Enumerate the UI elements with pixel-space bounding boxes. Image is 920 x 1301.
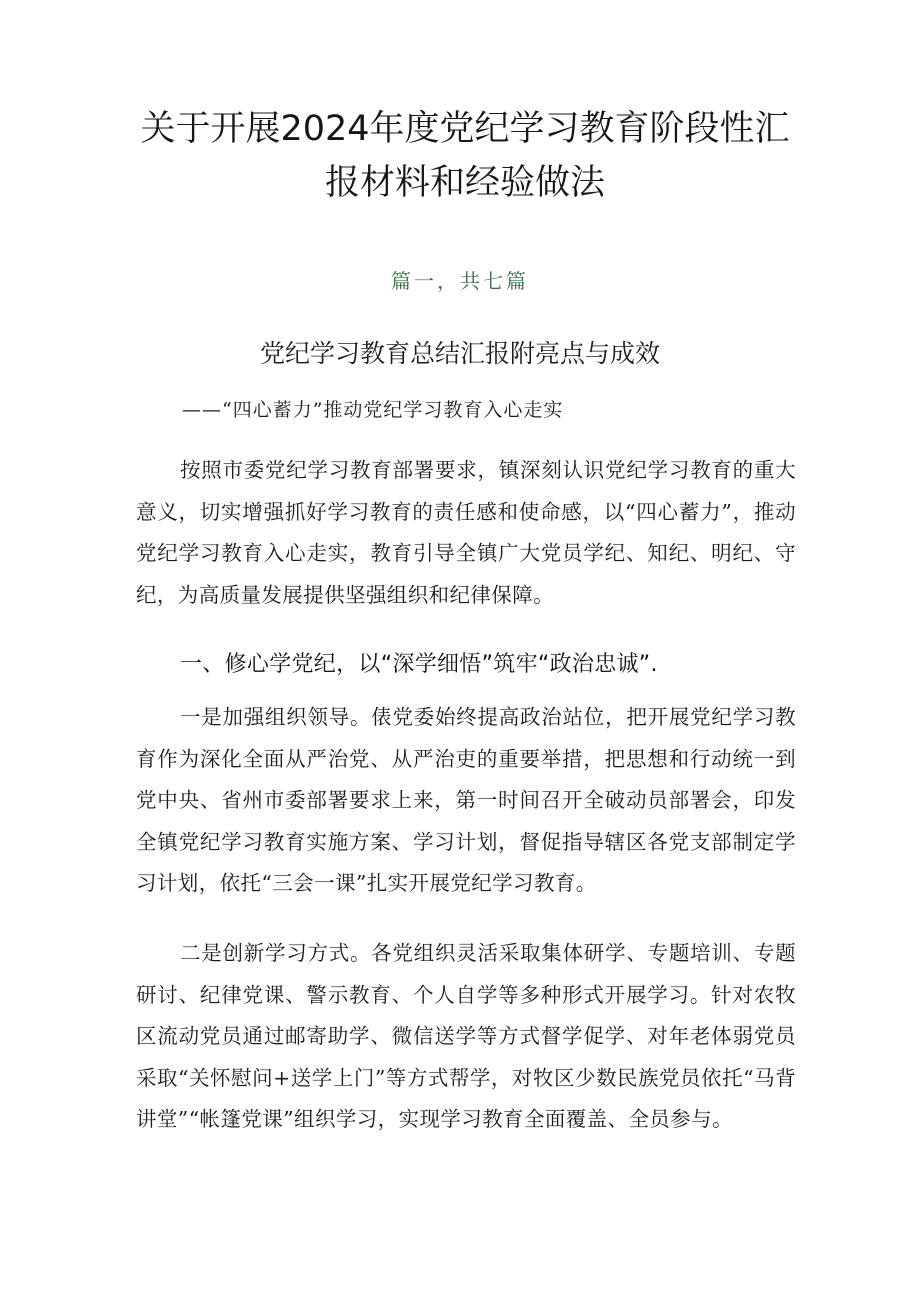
section-subtitle: ——“四心蓄力”推动党纪学习教育入心走实: [182, 399, 564, 421]
document-title: 关于开展2024年度党纪学习教育阶段性汇报材料和经验做法: [140, 109, 790, 203]
body-paragraph: 一是加强组织领导。俵党委始终提高政治站位，把开展党纪学习教育作为深化全面从严治党、从严治吏的重要举措，把思想和行动统一到党中央、省州市委部署要求上来，第一时间召开全破动员部署会，印发全镇党纪学习教育实施方案、学习计划，督促指导辖区各党支部制定学习计划，依托“三会一课”扎实开展党纪学习教育。: [136, 705, 796, 895]
section-title: 党纪学习教育总结汇报附亮点与成效: [259, 339, 660, 368]
part-label: 篇一，共七篇: [391, 269, 529, 293]
heading-one: 一、修心学党纪，以“深学细悟”筑牢“政治忠诚”.: [180, 652, 658, 677]
body-paragraph: 二是创新学习方式。各党组织灵活采取集体研学、专题培训、专题研讨、纪律党课、警示教育、个人自学等多种形式开展学习。针对农牧区流动党员通过邮寄助学、微信送学等方式督学促学、对年老体弱党员采取“关怀慰问+送学上门”等方式帮学，对牧区少数民族党员依托“马背讲堂”“帐篷党课”组织学习，实现学习教育全面覆盖、全员参与。: [136, 941, 796, 1131]
intro-paragraph: 按照市委党纪学习教育部署要求，镇深刻认识党纪学习教育的重大意义，切实增强抓好学习教育的责任感和使命感，以“四心蓄力”，推动党纪学习教育入心走实，教育引导全镇广大党员学纪、知纪、明纪、守纪，为高质量发展提供坚强组织和纪律保障。: [136, 458, 796, 607]
